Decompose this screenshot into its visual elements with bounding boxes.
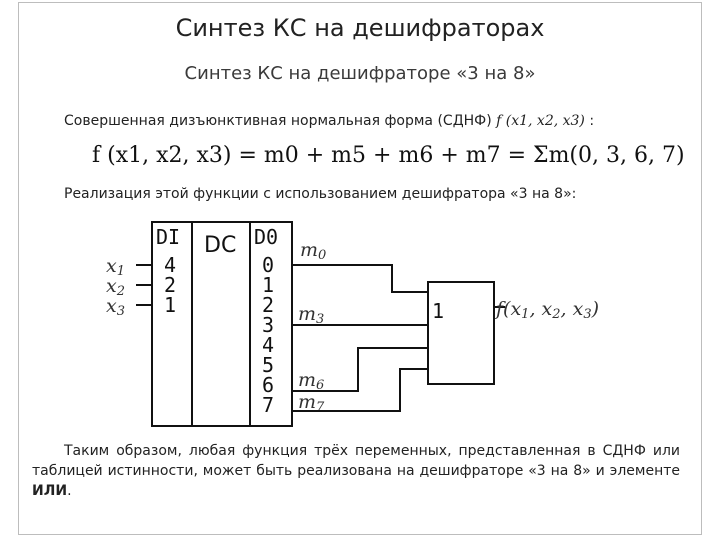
output-2: 2 [262, 293, 275, 317]
or-gate [428, 282, 494, 384]
minterm-label-m7: m7 [298, 391, 325, 415]
minterm-label-m6: m6 [298, 369, 325, 393]
conclusion-paragraph [32, 441, 680, 501]
sdnf-colon: : [584, 113, 595, 129]
slide-title: Синтез КС на дешифраторах [175, 14, 545, 42]
sdnf-text: Совершенная дизъюнктивная нормальная форма (СДНФ) [64, 113, 492, 129]
input-weight-2: 2 [164, 273, 177, 297]
implementation-text: Реализация этой функции с использованием дешифратора «3 на 8»: [64, 186, 577, 202]
output-4: 4 [262, 333, 275, 357]
minterm-label-m3: m3 [298, 303, 325, 327]
decoder-di-label: DI [156, 225, 181, 249]
conclusion-or-word: ИЛИ [32, 483, 68, 499]
input-var-x2: x2 [106, 275, 125, 299]
conclusion-period: . [67, 483, 72, 499]
output-3: 3 [262, 313, 275, 337]
input-var-x3: x3 [106, 295, 125, 319]
output-6: 6 [262, 373, 275, 397]
or-gate-label: 1 [432, 299, 445, 323]
output-0: 0 [262, 253, 275, 277]
conclusion-text: Таким образом, любая функция трёх переменных, представленная в СДНФ или таблицей истинности, может быть реализована на дешифраторе «3 на 8» и элементе [32, 443, 680, 479]
sdnf-function: f (x1, x2, x3) [496, 113, 585, 129]
decoder-do-label: D0 [254, 225, 279, 249]
input-var-x1: x1 [106, 255, 125, 279]
or-gate-output-label: f(x1, x2, x3) [496, 298, 600, 322]
output-5: 5 [262, 353, 275, 377]
sdnf-line [64, 113, 594, 129]
output-1: 1 [262, 273, 275, 297]
slide-subtitle: Синтез КС на дешифраторе «3 на 8» [184, 63, 536, 84]
minterm-label-m0: m0 [300, 239, 327, 263]
sdnf-formula: f (x1, x2, x3) = m0 + m5 + m6 + m7 = Σm(0, 3, 6, 7) [92, 143, 685, 168]
output-7: 7 [262, 393, 275, 417]
wire-m0 [292, 265, 428, 292]
input-weight-1: 1 [164, 293, 177, 317]
input-weight-4: 4 [164, 253, 177, 277]
decoder-circuit-diagram [100, 218, 620, 433]
decoder-dc-label: DC [204, 233, 237, 258]
